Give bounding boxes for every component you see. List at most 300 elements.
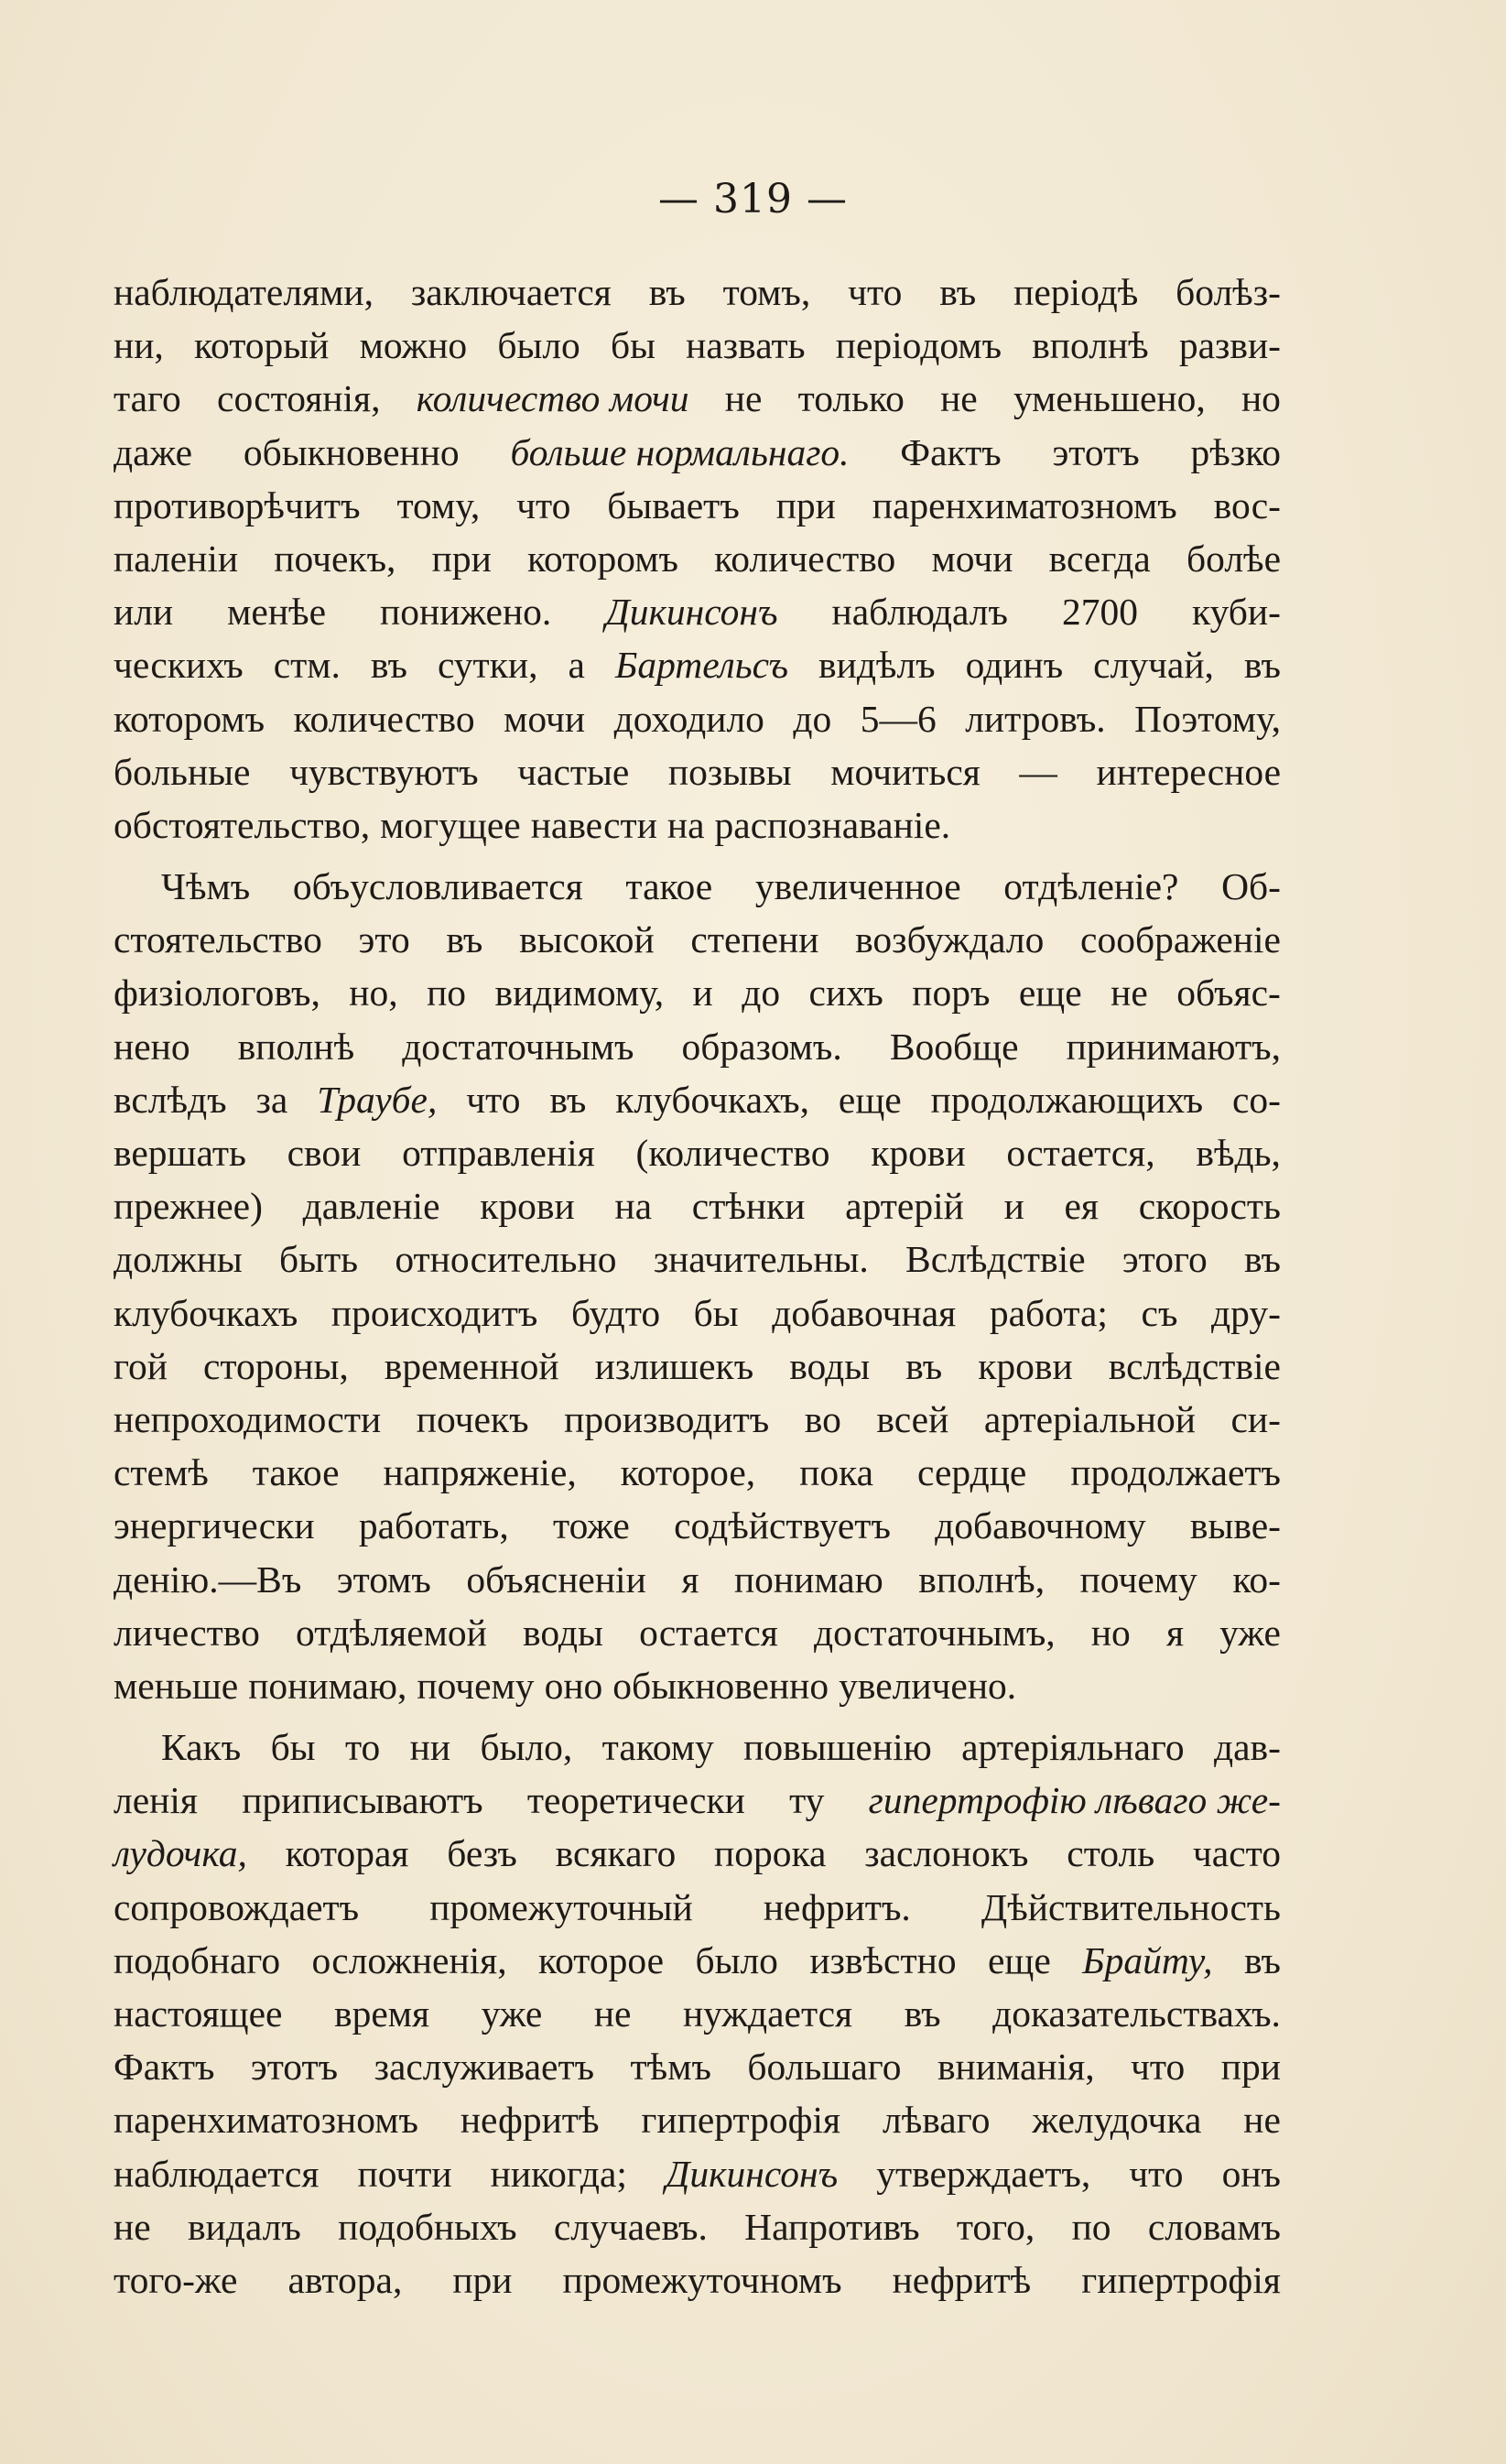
word: возбуждало [855,918,1045,961]
text-line [114,1827,1281,1880]
word: автора, [287,2258,403,2301]
word: съ [1141,1291,1178,1334]
word: еще [1018,971,1082,1015]
word: заслуживаетъ [374,2046,595,2089]
word: въ [446,918,483,961]
word: уменьшено, [1013,377,1206,420]
word: вслѣдствіе [1108,1344,1281,1387]
word: заслонокъ [864,1832,1029,1875]
word: утверждаетъ, [876,2152,1091,2195]
word: уже [481,1992,543,2035]
word: (количество [635,1132,830,1174]
word: періодѣ [1013,271,1139,313]
word: никогда; [490,2152,627,2195]
word: достаточнымъ [402,1025,634,1068]
word: было [695,1938,778,1981]
word: извѣстно [809,1938,957,1981]
word: остается [639,1611,778,1654]
text-line [114,1020,1281,1073]
word: меньше [114,1664,239,1707]
word: вполнѣ, [918,1558,1046,1601]
word: артерій [845,1185,964,1228]
word: Чѣмъ [161,865,251,908]
word: должны [114,1238,243,1281]
word: бы [693,1291,739,1334]
word: ту [789,1779,825,1822]
word: не [1243,2099,1281,2142]
word: было [497,324,580,367]
word: которое, [620,1451,756,1494]
word: ленія [114,1779,198,1822]
word: почекъ [416,1397,529,1440]
word: въ [939,271,977,313]
word: обыкновенно [612,1664,829,1707]
word: въ [1243,1238,1281,1281]
word: личество [114,1611,260,1654]
word: но [1090,1611,1131,1654]
text-line [114,372,1281,425]
word: гипертрофія [641,2099,841,2142]
text-line [114,1881,1281,1934]
text-line [114,479,1281,532]
word: почекъ, [274,537,396,580]
word: которомъ [114,697,265,740]
word: настоящее [114,1992,283,2035]
word: что [848,271,903,313]
word: добавочная [772,1291,957,1334]
word: ни, [114,324,164,367]
italic-word: Траубе, [317,1078,438,1121]
text-line [114,1126,1281,1179]
word: такое [252,1451,340,1494]
word: свои [287,1132,362,1174]
word: относительно [395,1238,617,1281]
text-line [114,1720,1281,1774]
italic-word: лудочка, [114,1832,247,1875]
word: вѣдь, [1196,1132,1281,1174]
text-line [114,532,1281,585]
word: всегда [1048,537,1151,580]
word: вершать [114,1132,246,1174]
word: уже [1219,1611,1281,1654]
word: продолжающихъ [930,1078,1204,1121]
italic-word: Брайту, [1082,1938,1213,1981]
word: не [593,1992,632,2035]
word: Напротивъ [744,2205,920,2248]
word: Об- [1221,865,1281,908]
text-line [114,1987,1281,2040]
word: тѣмъ [630,2046,711,2089]
word: въ [904,1992,941,2035]
word: въ [1243,644,1281,687]
word: словамъ [1147,2205,1281,2248]
word: осложненія, [311,1938,507,1981]
word: лѣваго [883,2099,991,2142]
word: Фактъ [900,430,1002,473]
word: и [1003,1185,1024,1228]
word: томъ, [722,271,811,313]
word: подобныхъ [338,2205,517,2248]
word: случай, [1093,644,1214,687]
word: выве- [1189,1504,1281,1547]
word: состоянія, [217,377,381,420]
word: излишекъ [594,1344,754,1387]
word: Фактъ [114,2046,215,2089]
word: высокой [519,918,655,961]
word: а [568,644,585,687]
word: безъ [447,1832,517,1875]
word: до [742,971,781,1015]
word: всей [876,1397,949,1440]
word: доходило [613,697,764,740]
word: будто [570,1291,661,1334]
word: стороны, [203,1344,349,1387]
text-line [114,2093,1281,2146]
word: или [114,591,174,634]
word: по [1071,2205,1111,2248]
word: въ [905,1344,943,1387]
word: мочи [931,537,1013,580]
text-line [114,319,1281,372]
word: больные [114,750,251,793]
text-line [114,426,1281,479]
word: видѣлъ [818,644,936,687]
word: объусловливается [292,865,583,908]
italic-word: гипертрофію лѣваго же- [868,1779,1281,1822]
italic-word: Бартельсъ [614,644,789,687]
word: клубочкахъ, [615,1078,809,1121]
word: соображеніе [1080,918,1281,961]
word: навести [530,803,657,846]
word: понимаю, [248,1664,407,1707]
text-line [114,2253,1281,2307]
text-line [114,860,1281,913]
word: я [1165,1611,1185,1654]
word: дав- [1214,1726,1281,1769]
word: клубочкахъ [114,1291,298,1334]
word: ея [1064,1185,1100,1228]
word: время [333,1992,430,2035]
word: воды [789,1344,871,1387]
word: принимаютъ, [1066,1025,1281,1068]
word: вполнѣ [237,1025,355,1068]
text-line [114,1606,1281,1659]
word: тому, [396,483,481,526]
text-line [114,1774,1281,1827]
word: — [1019,750,1057,793]
word: нефритъ. [763,1885,911,1928]
word: этотъ [250,2046,339,2089]
text-line [114,966,1281,1019]
word: болѣз- [1176,271,1281,313]
text-line [114,1553,1281,1606]
word: стемѣ [114,1451,209,1494]
page-number: — 319 — [658,176,848,223]
text-line [114,1659,1281,1712]
italic-word: Дикинсонъ [605,591,778,634]
word: увеличено. [839,1664,1017,1707]
word: нефритѣ [460,2099,600,2142]
word: что [466,1078,521,1121]
word: добавочному [935,1504,1146,1547]
word: въ [549,1078,587,1121]
word: остается, [1006,1132,1155,1174]
word: не [940,377,978,420]
word: при [1220,2046,1281,2089]
word: столь [1067,1832,1155,1875]
word: Дѣйствительность [981,1885,1281,1928]
word: степени [690,918,819,961]
word: то [344,1726,381,1769]
word: періодомъ [835,324,1002,367]
word: порока [714,1832,827,1875]
word: но [1241,377,1281,420]
word: наблюдается [114,2152,320,2195]
word: въ [1243,1938,1281,1981]
word: стѣнки [691,1185,806,1228]
text-line [114,2040,1281,2093]
word: теоретически [526,1779,745,1822]
word: паленіи [114,537,239,580]
word: таго [114,377,181,420]
word: работа; [989,1291,1108,1334]
word: тоже [553,1504,630,1547]
word: я [681,1558,699,1601]
word: значительны. [653,1238,869,1281]
word: бы [270,1726,316,1769]
word: временной [384,1344,559,1387]
word: можно [359,324,468,367]
word: мочиться [830,750,981,793]
word: было, [480,1726,573,1769]
word: наблюдалъ [831,591,1008,634]
word: желудочка [1032,2099,1202,2142]
paragraph-gap [114,1712,1281,1720]
word: скорость [1138,1185,1281,1228]
italic-word: больше нормальнаго. [510,430,850,473]
word: при [431,537,492,580]
text-line [114,1446,1281,1499]
word: мочи [504,697,586,740]
word: вполнѣ [1032,324,1149,367]
word: сопровождаетъ [114,1885,360,1928]
word: крови [978,1344,1073,1387]
text-line [114,585,1281,638]
word: стм. [273,644,341,687]
word: на [666,803,705,846]
word: ни [409,1726,451,1769]
word: происходитъ [330,1291,538,1334]
word: при [775,483,836,526]
word: промежуточный [429,1885,693,1928]
word: бы [610,324,655,367]
word: паренхиматозномъ [114,2099,418,2142]
word: обыкновенно [243,430,460,473]
word: отдѣленіе? [1003,865,1179,908]
word: гой [114,1344,168,1387]
word: Вообще [889,1025,1019,1068]
italic-word: Дикинсонъ [665,2152,839,2195]
text-line [114,2147,1281,2200]
text-line [114,266,1281,319]
word: количество [714,537,896,580]
word: напряженіе, [383,1451,577,1494]
word: нуждается [682,1992,853,2035]
word: такое [625,865,713,908]
word: стоятельство [114,918,322,961]
word: объяс- [1176,971,1281,1015]
word: менѣе [227,591,327,634]
word: увеличенное [754,865,961,908]
text-line [114,1286,1281,1340]
word: приписываютъ [242,1779,483,1822]
word: но, [349,971,398,1015]
text-line [114,638,1281,691]
word: понижено. [380,591,552,634]
word: наблюдателями, [114,271,374,313]
word: вслѣдъ [114,1078,227,1121]
word: сердце [917,1451,1027,1494]
word: на [614,1185,653,1228]
word: распознаваніе. [714,803,951,846]
word: ческихъ [114,644,244,687]
word: гипертрофія [1081,2258,1281,2301]
word: не [1111,971,1148,1015]
word: давленіе [302,1185,440,1228]
word: достаточнымъ, [814,1611,1056,1654]
word: за [255,1078,288,1121]
word: сихъ [808,971,883,1015]
word: оно [544,1664,603,1707]
word: только [797,377,905,420]
text-line [114,1340,1281,1393]
word: си- [1230,1397,1281,1440]
word: которое [538,1938,665,1981]
word: это [358,918,410,961]
word: поръ [912,971,991,1015]
word: этомъ [336,1558,431,1601]
word: того, [956,2205,1035,2248]
word: сутки, [437,644,538,687]
word: видимому, [494,971,665,1015]
word: отправленія [402,1132,595,1174]
paragraph-gap [114,852,1281,860]
italic-word: количество мочи [416,377,689,420]
text-line [114,1073,1281,1126]
word: позывы [667,750,792,793]
word: продолжаетъ [1070,1451,1281,1494]
word: нефритѣ [892,2258,1032,2301]
word: еще [987,1938,1051,1981]
word: всякаго [555,1832,677,1875]
word: этого [1121,1238,1208,1281]
word: быть [279,1238,359,1281]
word: почему [417,1664,535,1707]
text-line [114,913,1281,966]
word: назвать [686,324,806,367]
word: по [427,971,467,1015]
word: что [1129,2152,1184,2195]
word: могущее [380,803,521,846]
word: видалъ [187,2205,301,2248]
word: со- [1231,1078,1281,1121]
word: артеріяльнаго [961,1726,1185,1769]
word: нено [114,1025,190,1068]
word: воды [523,1611,603,1654]
word: во [804,1397,841,1440]
word: которая [285,1832,409,1875]
word: дру- [1211,1291,1281,1334]
word: такому [601,1726,714,1769]
word: повышенію [743,1726,932,1769]
word: Поэтому, [1134,697,1281,740]
word: пока [799,1451,874,1494]
word: почему [1079,1558,1197,1601]
word: обстоятельство, [114,803,371,846]
text-line [114,1499,1281,1552]
word: въ [370,644,407,687]
word: не [114,2205,151,2248]
word: интересное [1096,750,1281,793]
word: работать, [358,1504,509,1547]
text-line [114,692,1281,745]
word: даже [114,430,193,473]
word: содѣйствуетъ [674,1504,891,1547]
word: прежнее) [114,1185,263,1228]
word: до [793,697,832,740]
word: бываетъ [607,483,740,526]
word: литровъ. [965,697,1106,740]
word: одинъ [965,644,1064,687]
word: куби- [1192,591,1281,634]
word: непроходимости [114,1397,382,1440]
word: этотъ [1052,430,1140,473]
word: болѣе [1186,537,1281,580]
text-line [114,1232,1281,1286]
word: случаевъ. [553,2205,708,2248]
word: Вслѣдствіе [905,1238,1086,1281]
word: производитъ [564,1397,770,1440]
word: промежуточномъ [562,2258,842,2301]
word: паренхиматозномъ [872,483,1177,526]
word: крови [480,1185,575,1228]
word: артеріальной [983,1397,1196,1440]
text-line [114,1934,1281,1987]
word: количество [293,697,475,740]
word: Какъ [161,1726,242,1769]
word: того-же [114,2258,238,2301]
text-line [114,2200,1281,2253]
word: чувствуютъ [289,750,479,793]
word: въ [648,271,686,313]
word: не [724,377,763,420]
word: денію.—Въ [114,1558,302,1601]
word: при [452,2258,513,2301]
word: 2700 [1061,591,1138,634]
word: который [193,324,330,367]
body-text [114,266,1281,2307]
word: что [516,483,571,526]
word: частые [517,750,630,793]
word: часто [1192,1832,1281,1875]
word: образомъ. [681,1025,842,1068]
word: и [692,971,713,1015]
word: вниманія, [937,2046,1095,2089]
text-line [114,1179,1281,1232]
word: противорѣчитъ [114,483,361,526]
word: заключается [410,271,612,313]
text-line [114,798,1281,852]
